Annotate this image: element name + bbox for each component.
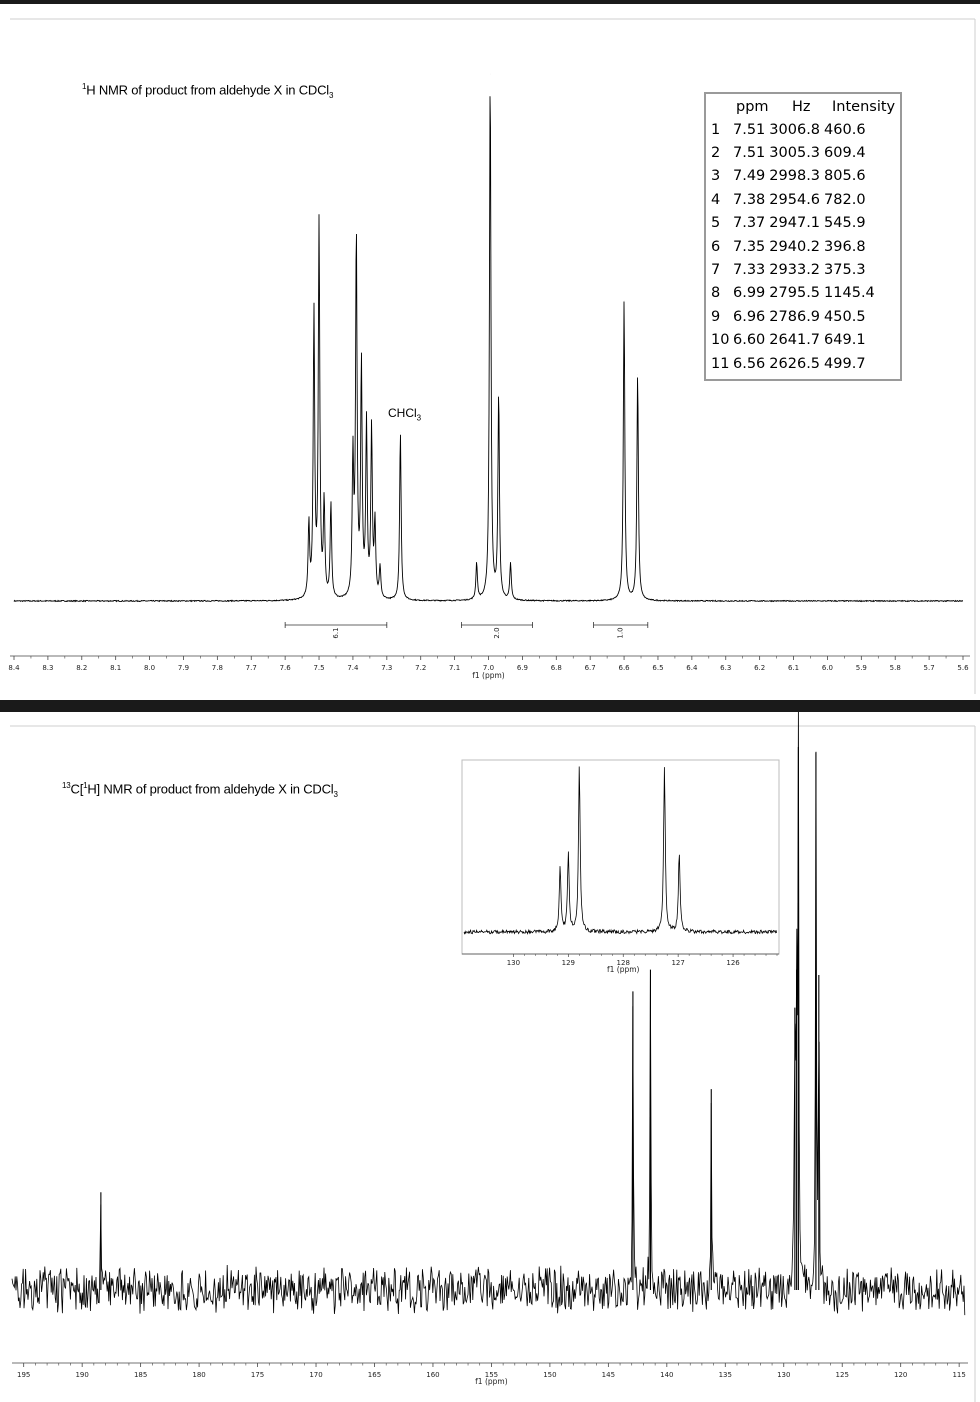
row-ppm: 7.51 [733,121,766,138]
table-row [706,329,900,352]
h-nmr-title: $^1$H NMR of product from aldehyde X in CDCl$_3$ [82,82,334,100]
table-row [706,352,900,375]
h-x-tick-label: 6.5 [652,664,664,672]
row-intensity: 450.5 [824,308,866,325]
header-intensity: Intensity [832,99,896,115]
c-x-axis-label: f1 (ppm) [475,1377,508,1386]
h-x-axis-label: f1 (ppm) [472,671,505,680]
row-hz: 3005.3 [769,145,821,162]
row-intensity: 609.4 [824,145,866,162]
row-intensity: 805.6 [824,168,866,185]
h-nmr-panel [0,4,980,700]
peak-table-header [706,96,900,118]
integral-label: 1.0 [616,627,625,639]
table-row [706,118,900,141]
row-ppm: 6.99 [733,285,766,302]
integral-label: 6.1 [331,627,340,639]
row-index: 3 [711,168,721,185]
c-x-tick-label: 145 [601,1371,616,1379]
h-x-tick-label: 6.2 [754,664,766,672]
row-index: 7 [711,262,721,279]
c-x-tick-label: 125 [835,1371,849,1379]
h-x-tick-label: 6.9 [516,664,528,672]
h-x-tick-label: 8.0 [144,664,156,672]
row-hz: 2626.5 [769,355,821,372]
h-x-tick-label: 5.8 [889,664,901,672]
h-x-tick-label: 8.4 [8,664,20,672]
c-nmr-panel [0,712,980,1402]
row-ppm: 6.56 [733,355,766,372]
peak-table-rows [706,118,900,375]
integral-label: 2.0 [492,627,501,639]
table-row [706,258,900,281]
row-intensity: 782.0 [824,191,866,208]
h-x-tick-label: 7.9 [177,664,190,672]
c-x-tick-label: 135 [718,1371,732,1379]
h-x-tick-label: 6.1 [787,664,800,672]
c-x-tick-label: 185 [133,1371,148,1379]
h-x-tick-label: 6.8 [550,664,562,672]
table-row [706,305,900,328]
c-x-tick-label: 115 [952,1371,966,1379]
row-ppm: 6.60 [733,332,766,349]
h-x-tick-label: 6.6 [618,664,630,672]
c-x-tick-label: 120 [893,1371,908,1379]
h-x-tick-label: 6.4 [686,664,698,672]
c-x-tick-label: 160 [426,1371,440,1379]
row-intensity: 649.1 [824,332,866,349]
row-hz: 2998.3 [769,168,821,185]
h-x-tick-label: 5.7 [923,664,935,672]
row-intensity: 499.7 [824,355,866,372]
table-row [706,188,900,211]
row-intensity: 375.3 [824,262,866,279]
row-index: 8 [711,285,721,302]
h-x-tick-label: 5.6 [957,664,969,672]
row-index: 4 [711,191,721,208]
c-x-tick-label: 180 [192,1371,206,1379]
h-x-tick-label: 8.3 [42,664,54,672]
row-ppm: 7.35 [733,238,766,255]
row-hz: 2795.5 [769,285,821,302]
section-divider [0,700,980,712]
row-intensity: 460.6 [824,121,866,138]
table-row [706,282,900,305]
row-index: 10 [711,332,730,349]
c-x-tick-label: 150 [543,1371,557,1379]
table-row [706,212,900,235]
inset-x-tick-label: 127 [671,959,685,967]
h-x-tick-label: 7.5 [313,664,325,672]
inset-x-tick-label: 129 [561,959,576,967]
c-x-tick-label: 130 [777,1371,791,1379]
row-hz: 2954.6 [769,191,821,208]
h-x-tick-label: 8.2 [76,664,88,672]
h-x-tick-label: 6.3 [720,664,732,672]
inset-x-tick-label: 130 [506,959,521,967]
c-x-tick-label: 190 [75,1371,89,1379]
inset-x-tick-label: 126 [726,959,740,967]
inset-x-axis-label: f1 (ppm) [607,965,640,974]
c-x-tick-label: 140 [660,1371,674,1379]
inset-frame [462,760,779,954]
table-row [706,141,900,164]
inset-x-tick-label: 128 [616,959,630,967]
h-x-tick-label: 6.0 [821,664,833,672]
row-ppm: 7.49 [733,168,766,185]
row-hz: 2940.2 [769,238,821,255]
h-x-tick-label: 7.0 [482,664,495,672]
row-hz: 2786.9 [769,308,821,325]
row-index: 9 [711,308,721,325]
h-x-tick-label: 7.3 [381,664,393,672]
row-hz: 2641.7 [769,332,821,349]
h-x-tick-label: 7.6 [279,664,291,672]
h-x-tick-label: 7.1 [449,664,461,672]
row-index: 1 [711,121,721,138]
c-x-tick-label: 195 [17,1371,31,1379]
row-intensity: 545.9 [824,215,866,232]
table-row [706,165,900,188]
c-x-tick-label: 175 [250,1371,265,1379]
c-x-tick-label: 170 [309,1371,323,1379]
row-hz: 2933.2 [769,262,821,279]
peak-table [704,92,902,381]
row-intensity: 396.8 [824,238,866,255]
row-index: 11 [711,355,730,372]
row-index: 5 [711,215,721,232]
row-ppm: 7.38 [733,191,766,208]
h-x-tick-label: 7.7 [245,664,257,672]
h-x-tick-label: 7.8 [211,664,223,672]
c-nmr-spectrum [0,712,980,1402]
row-hz: 3006.8 [769,121,821,138]
c-nmr-title: $^{13}$C[$^1$H] NMR of product from aldehyde X in CDCl$_3$ [62,781,338,799]
h-x-tick-label: 7.4 [347,664,359,672]
c-x-tick-label: 155 [484,1371,499,1379]
header-hz: Hz [792,99,811,115]
row-ppm: 6.96 [733,308,766,325]
row-ppm: 7.51 [733,145,766,162]
h-x-tick-label: 5.9 [855,664,867,672]
row-ppm: 7.33 [733,262,766,279]
row-intensity: 1145.4 [824,285,875,302]
h-x-tick-label: 8.1 [110,664,122,672]
row-ppm: 7.37 [733,215,766,232]
row-hz: 2947.1 [769,215,821,232]
row-index: 6 [711,238,721,255]
row-index: 2 [711,145,721,162]
c-x-tick-label: 165 [367,1371,382,1379]
table-row [706,235,900,258]
chcl3-annotation: CHCl$_3$ [388,406,422,423]
header-ppm: ppm [736,99,769,115]
h-x-tick-label: 7.2 [415,664,427,672]
h-x-tick-label: 6.7 [584,664,596,672]
